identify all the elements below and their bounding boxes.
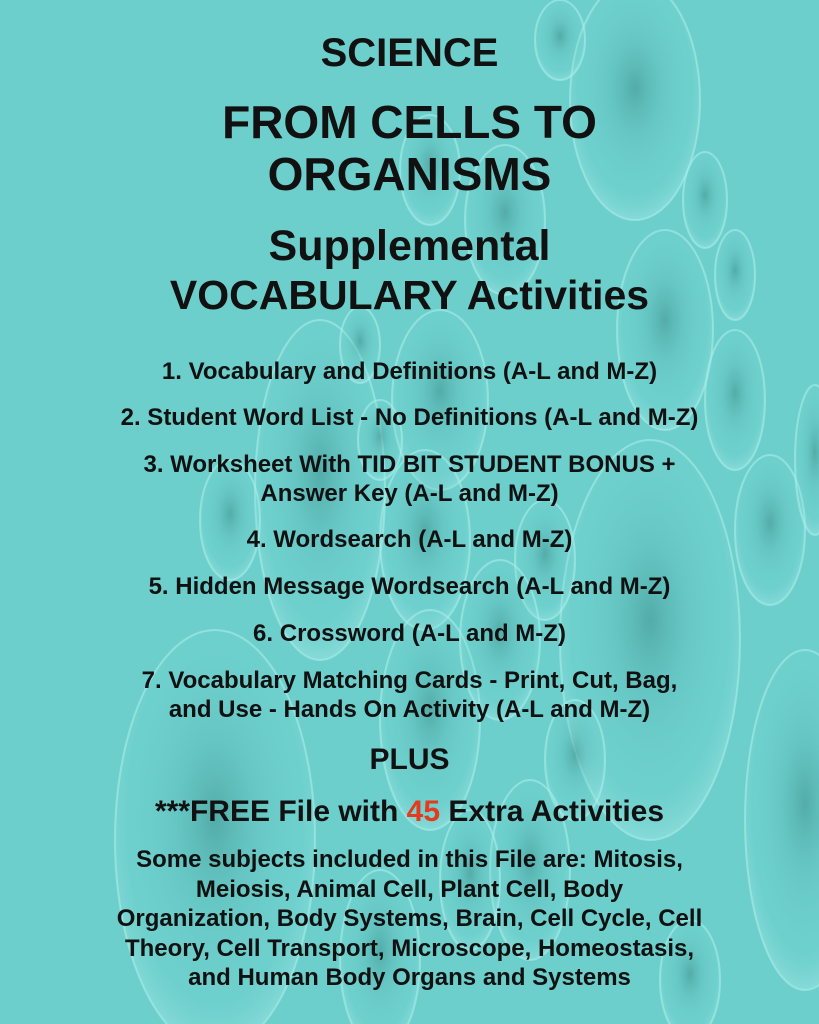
list-item-line: 7. Vocabulary Matching Cards - Print, Cut, Bag,: [141, 667, 678, 694]
subjects-line: and Human Body Organs and Systems: [188, 964, 631, 991]
title-line-2: ORGANISMS: [267, 148, 552, 200]
plus-heading: PLUS: [369, 743, 450, 776]
title-line-1: FROM CELLS TO: [222, 96, 597, 148]
supplemental-heading: Supplemental: [268, 222, 551, 270]
list-item-line: 6. Crossword (A-L and M-Z): [253, 620, 566, 647]
list-item-line: 5. Hidden Message Wordsearch (A-L and M-Z): [148, 573, 671, 600]
subjects-line: Meiosis, Animal Cell, Plant Cell, Body: [195, 875, 624, 903]
list-item: [0, 666, 819, 724]
vocabulary-heading: VOCABULARY Activities: [169, 272, 650, 318]
page-title: [0, 96, 819, 200]
list-item: [0, 450, 819, 508]
list-item-line: Answer Key (A-L and M-Z): [260, 480, 559, 507]
subjects-line: Some subjects included in this File are: Mitosis,: [136, 846, 683, 873]
list-item: [0, 403, 819, 432]
free-file-prefix: ***FREE File with: [154, 795, 407, 828]
free-file-suffix: Extra Activities: [440, 795, 665, 828]
list-item: [0, 357, 819, 386]
free-file-heading: [0, 794, 819, 830]
list-item-line: 3. Worksheet With TID BIT STUDENT BONUS +: [143, 451, 676, 478]
list-item: [0, 572, 819, 601]
list-item: [0, 619, 819, 648]
list-item-line: 4. Wordsearch (A-L and M-Z): [246, 526, 573, 553]
list-item-line: 1. Vocabulary and Definitions (A-L and M-Z): [161, 358, 658, 385]
subjects-line: Theory, Cell Transport, Microscope, Homeostasis,: [124, 934, 695, 962]
list-item: [0, 525, 819, 554]
free-file-count: 45: [406, 795, 441, 828]
subjects-line: Organization, Body Systems, Brain, Cell Cycle, Cell: [116, 905, 703, 932]
subjects-paragraph: [0, 845, 819, 993]
list-item-line: and Use - Hands On Activity (A-L and M-Z): [168, 696, 651, 723]
subject-heading: SCIENCE: [320, 31, 499, 75]
list-item-line: 2. Student Word List - No Definitions (A-L and M-Z): [120, 404, 699, 431]
